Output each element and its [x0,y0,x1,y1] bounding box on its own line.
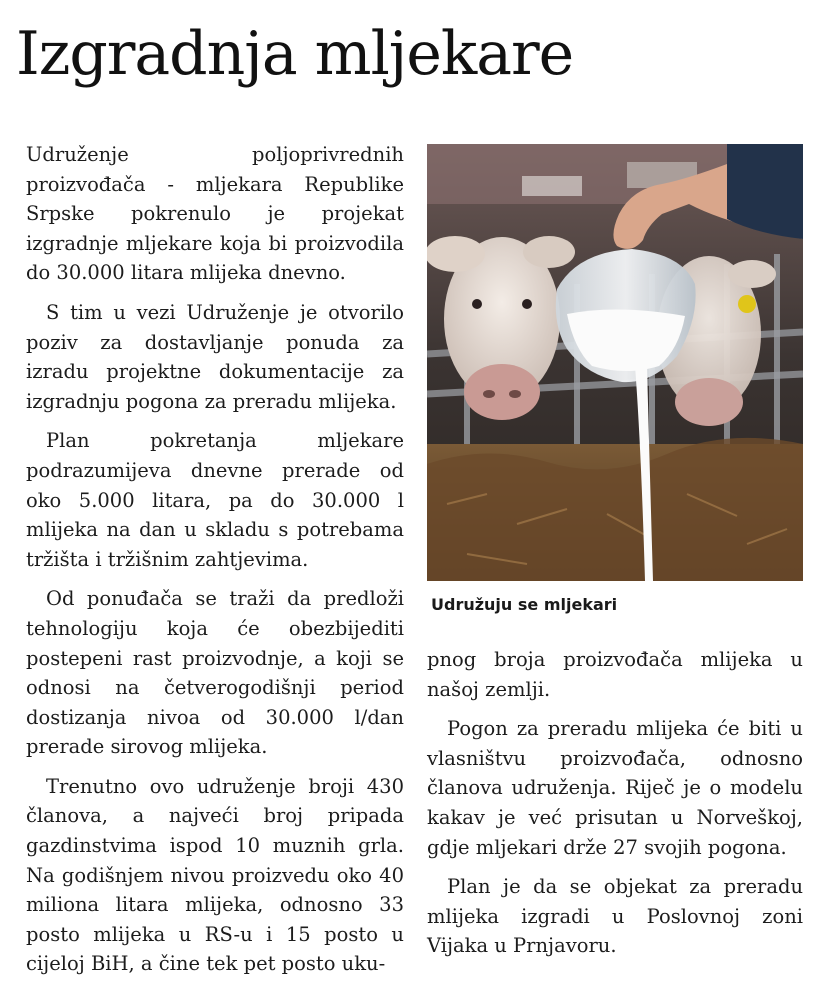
paragraph-7: Pogon za preradu mlijeka će biti u vlasništvu proizvođača, odnosno članova udruženja. Riječ je o modelu kakav je već prisutan u Norveškoj, gdje mljekari drže 27 svojih pogona. [427,717,803,859]
paragraph-1: Udruženje poljoprivrednih proizvođača - mljekara Republike Srpske pokrenulo je projekat izgradnje mljekare koja bi proizvodila do 30.000 litara mlijeka dnevno. [26,143,404,285]
paragraph-2: S tim u vezi Udruženje je otvorilo poziv za dostavljanje ponuda za izradu projektne dokumentacije za izgradnju pogona za preradu mlijeka. [26,300,404,413]
headline: Izgradnja mljekare [16,19,574,89]
paragraph-4: Od ponuđača se traži da predloži tehnologiju koja će obezbijediti postepeni rast proizvodnje, a koji se odnosi na četverogodišnji period dostizanja nivoa od 30.000 l/dan prerade sirovog mlijeka. [26,587,404,759]
paragraph-6: pnog broja proizvođača mlijeka u našoj zemlji. [427,648,803,701]
photo-caption: Udružuju se mljekari [431,595,618,614]
article-photo [427,144,803,581]
paragraph-3: Plan pokretanja mljekare podrazumijeva dnevne prerade od oko 5.000 litara, pa do 30.000 l mlijeka na dan u skladu s potrebama tržišta i tržišnim zahtjevima. [26,429,404,571]
article-right-column [427,645,803,971]
cows-milk-photo [427,144,803,581]
paragraph-8: Plan je da se objekat za preradu mlijeka izgradi u Poslovnoj zoni Vijaka u Prnjavoru. [427,875,803,958]
paragraph-5: Trenutno ovo udruženje broji 430 članova, a najveći broj pripada gazdinstvima ispod 10 muznih grla. Na godišnjem nivou proizvedu oko 40 miliona litara mlijeka, odnosno 33 posto mlijeka u RS-u i 15 posto u cijeloj BiH, a čine tek pet posto uku- [26,774,404,976]
article-left-column [26,140,404,989]
